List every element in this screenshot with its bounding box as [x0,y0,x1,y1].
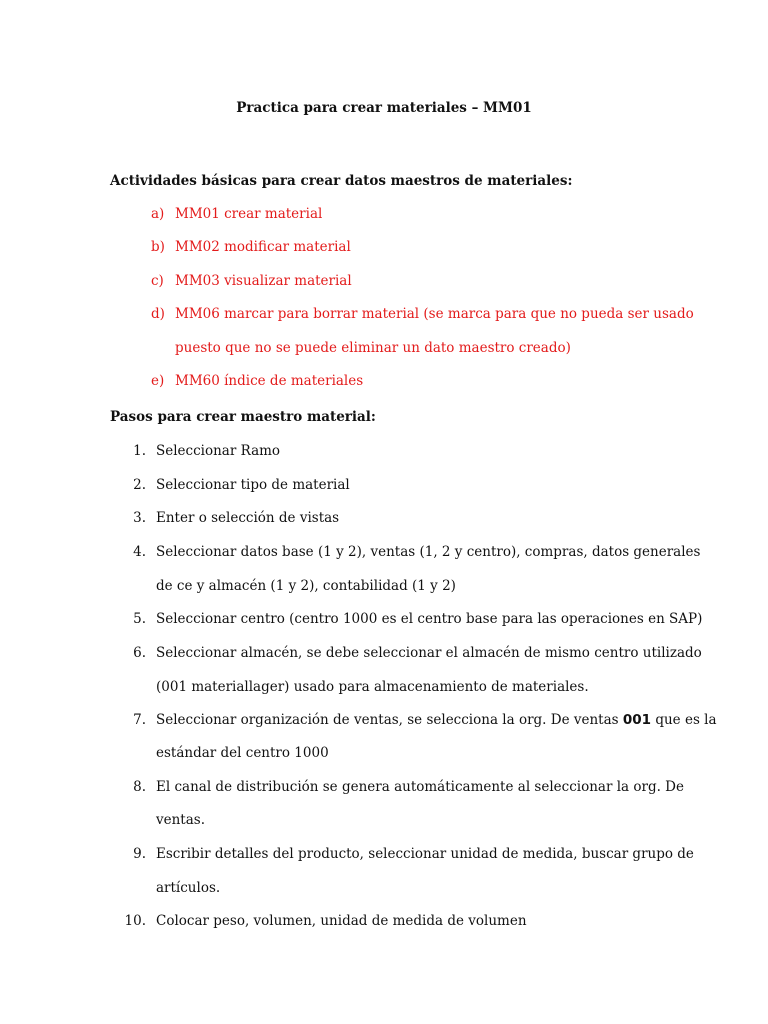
list-item-continuation: ventas. [156,812,206,828]
list-item: MM60 índice de materiales [175,373,364,389]
list-item-text-after: que es la [651,712,717,728]
list-item-continuation: artículos. [156,880,221,896]
list-item: Seleccionar datos base (1 y 2), ventas (1, 2 y centro), compras, datos generales [156,544,701,560]
section-heading-activities: Actividades básicas para crear datos maestros de materiales: [110,173,573,189]
list-item-continuation: de ce y almacén (1 y 2), contabilidad (1 y 2) [156,578,456,594]
list-item: Colocar peso, volumen, unidad de medida de volumen [156,913,527,929]
section-heading-steps: Pasos para crear maestro material: [110,409,376,425]
list-item-text: Seleccionar organización de ventas, se selecciona la org. De ventas [156,712,623,728]
list-number: 9. [133,846,146,862]
list-number: 3. [133,510,146,526]
list-number: 2. [133,477,146,493]
list-item-continuation: puesto que no se puede eliminar un dato maestro creado) [175,340,571,356]
list-marker: e) [151,373,165,389]
list-item: El canal de distribución se genera automáticamente al seleccionar la org. De [156,779,684,795]
list-item: Seleccionar almacén, se debe seleccionar el almacén de mismo centro utilizado [156,645,702,661]
list-item: MM02 modificar material [175,239,351,255]
list-item: Seleccionar tipo de material [156,477,350,493]
list-number: 7. [133,712,146,728]
list-marker: a) [151,206,165,222]
bold-sales-org-code: 001 [622,712,652,728]
list-item: MM06 marcar para borrar material (se marca para que no pueda ser usado [175,306,694,322]
list-item: Escribir detalles del producto, seleccionar unidad de medida, buscar grupo de [156,846,694,862]
list-item: MM03 visualizar material [175,273,352,289]
list-item-continuation: (001 materiallager) usado para almacenamiento de materiales. [156,679,589,695]
list-marker: b) [151,239,165,255]
list-number: 4. [133,544,146,560]
list-marker: c) [151,273,164,289]
document-title: Practica para crear materiales – MM01 [236,100,532,116]
list-item: Seleccionar Ramo [156,443,281,459]
list-number: 6. [133,645,146,661]
list-number: 5. [133,611,146,627]
list-item-continuation: estándar del centro 1000 [156,745,329,761]
list-item: Enter o selección de vistas [156,510,340,526]
list-marker: d) [151,306,165,322]
list-item [156,712,717,728]
list-number: 10. [124,913,146,929]
list-number: 1. [133,443,146,459]
list-number: 8. [133,779,146,795]
list-item: MM01 crear material [175,206,323,222]
list-item: Seleccionar centro (centro 1000 es el centro base para las operaciones en SAP) [156,611,703,627]
